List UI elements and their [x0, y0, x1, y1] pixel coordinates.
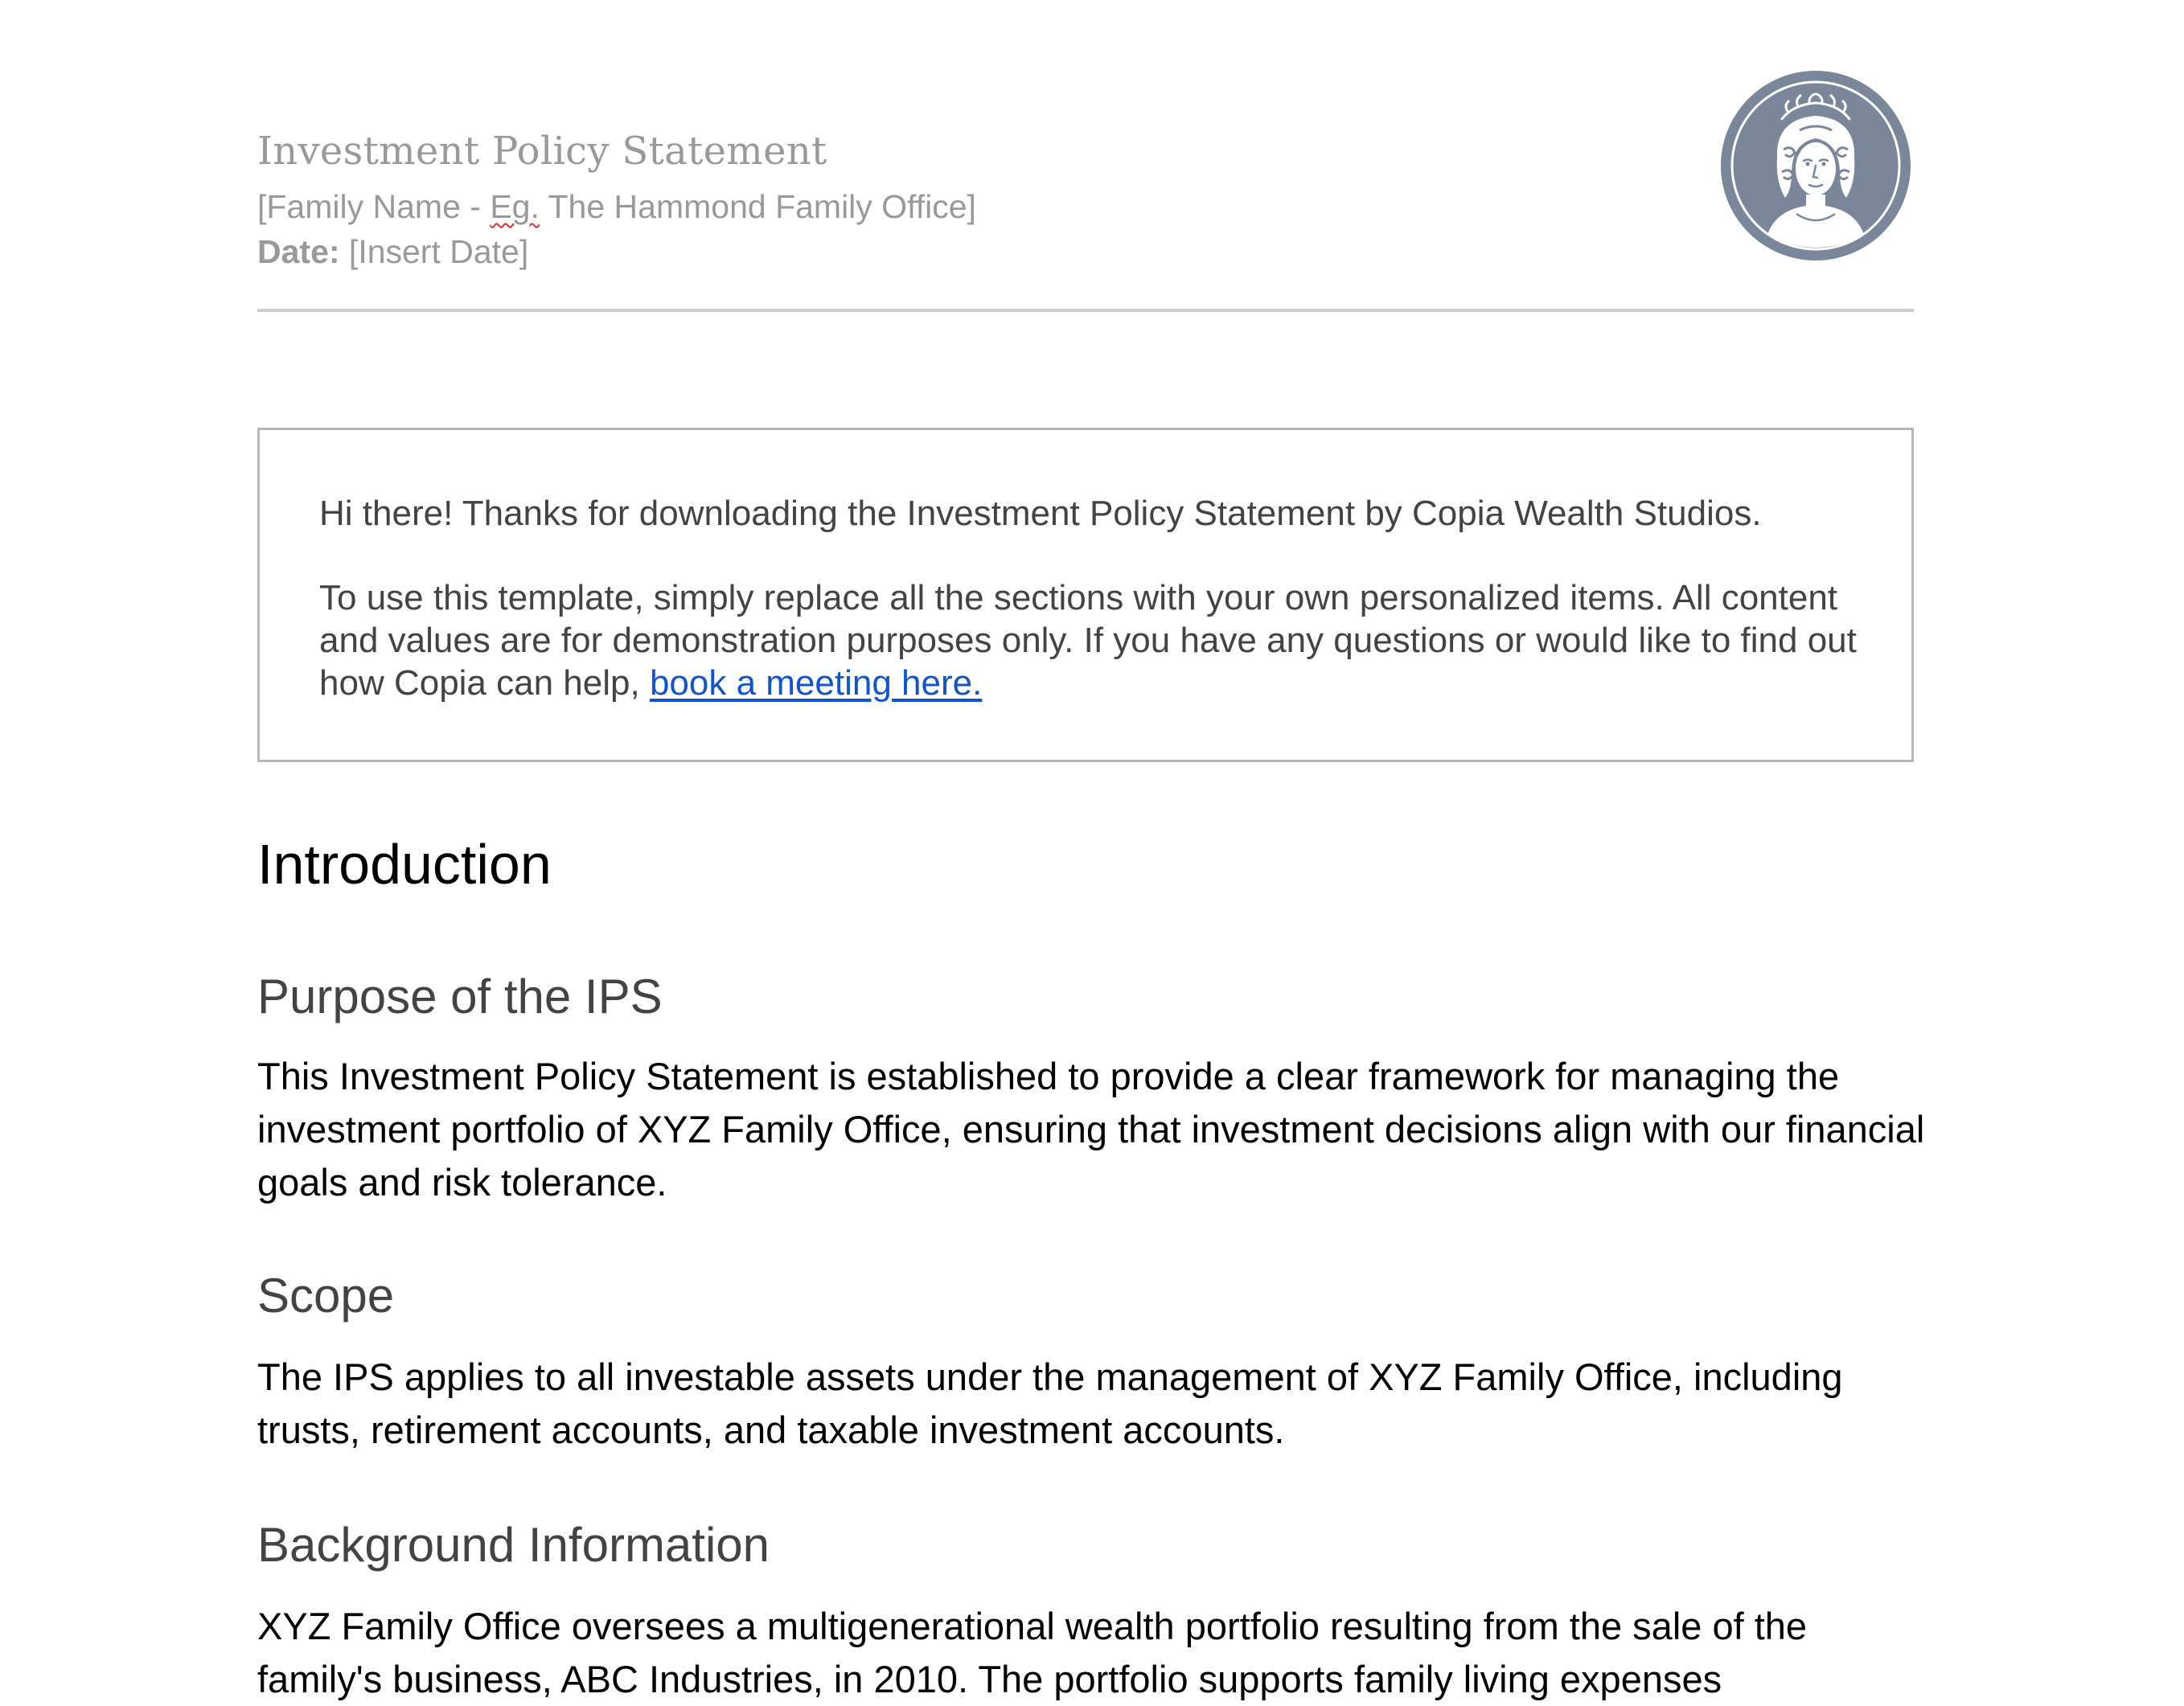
date-value: [Insert Date]	[339, 233, 529, 270]
purpose-heading: Purpose of the IPS	[257, 970, 663, 1023]
book-meeting-link[interactable]: book a meeting here.	[649, 663, 983, 703]
scope-paragraph: The IPS applies to all investable assets under the management of XYZ Family Office, including trusts, retirement accounts, and taxable investment accounts.	[257, 1355, 1843, 1451]
family-name-placeholder[interactable]	[257, 187, 976, 227]
notice-instructions-paragraph	[319, 576, 1863, 704]
introduction-heading: Introduction	[257, 833, 552, 896]
document-header	[257, 125, 1914, 310]
family-name-suffix: The Hammond Family Office]	[539, 188, 976, 225]
goddess-portrait-logo-icon	[1719, 69, 1912, 262]
background-paragraph: XYZ Family Office oversees a multigenerational wealth portfolio resulting from the sale of the family's business, ABC Industries, in 2010. The portfolio supports family living expenses	[257, 1605, 1808, 1700]
header-divider	[257, 309, 1914, 312]
date-line[interactable]	[257, 232, 528, 272]
spellcheck-flagged-word[interactable]: Eg.	[490, 188, 540, 225]
notice-instructions-text: To use this template, simply replace all the sections with your own personalized items. All content and values are for demonstration purposes only. If you have any questions or would like to find out how Copia can help,	[319, 578, 1857, 703]
template-notice-box	[257, 428, 1914, 762]
background-heading: Background Information	[257, 1518, 770, 1572]
date-label: Date:	[257, 233, 340, 270]
family-name-prefix: [Family Name -	[257, 188, 491, 225]
purpose-paragraph: This Investment Policy Statement is established to provide a clear framework for managing the investment portfolio of XYZ Family Office, ensuring that investment decisions align with our financial goals and risk tolerance.	[257, 1055, 1925, 1204]
document-title: Investment Policy Statement	[257, 129, 827, 174]
notice-intro-text: Hi there! Thanks for downloading the Investment Policy Statement by Copia Wealth Studios.	[319, 494, 1762, 533]
scope-heading: Scope	[257, 1269, 395, 1323]
